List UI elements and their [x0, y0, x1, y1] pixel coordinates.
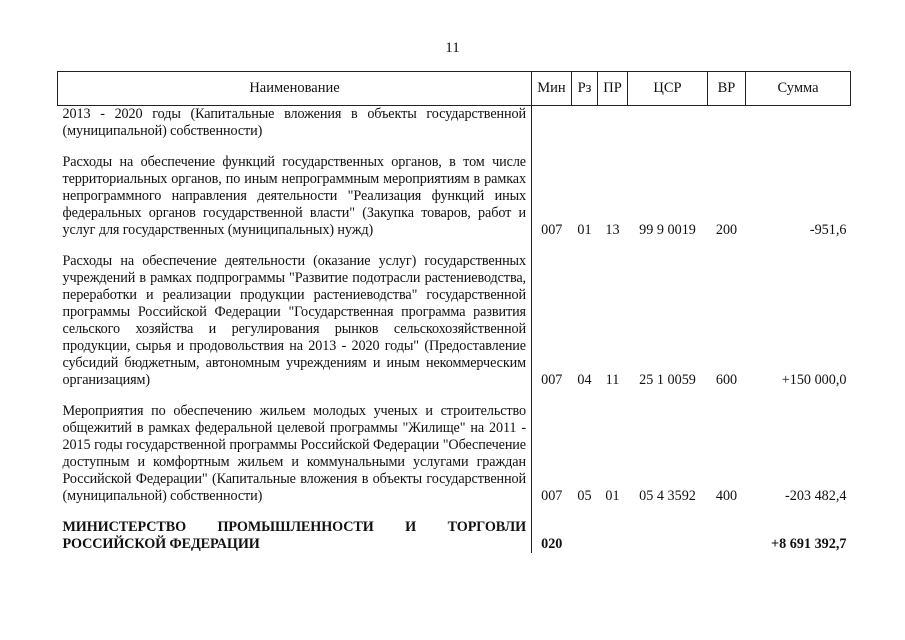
row-pr: 01 [605, 488, 620, 504]
table-row [58, 106, 851, 141]
header-vr: ВР [708, 72, 746, 106]
header-rz: Рз [572, 72, 598, 106]
row-name: 2013 - 2020 годы (Капитальные вложения в объекты государственной (муниципальной) собственности) [62, 106, 526, 139]
row-spacer [58, 389, 851, 403]
row-name: Мероприятия по обеспечению жильем молодых ученых и строительство общежитий в рамках федеральной целевой программы "Жилище" на 2011 - 2015 годы государственной программы Российской Федерации "Обеспечение доступным и комфортным жильем и коммунальными услугами граждан Российской Федерации" (Капитальные вложения в объекты государственной (муниципальной) собственности) [62, 403, 526, 504]
row-vr [708, 106, 746, 141]
row-sum [746, 106, 851, 141]
row-vr: 400 [715, 488, 738, 504]
header-pr: ПР [598, 72, 628, 106]
row-sum: -951,6 [809, 222, 847, 238]
row-csr: 99 9 0019 [639, 222, 696, 238]
row-sum: +8 691 392,7 [771, 536, 847, 552]
row-pr [598, 106, 628, 141]
header-name: Наименование [58, 72, 532, 106]
row-min: 007 [532, 154, 572, 239]
table-row-ministry [58, 519, 851, 553]
row-vr: 600 [715, 372, 738, 388]
row-csr [628, 519, 708, 553]
row-vr [708, 519, 746, 553]
header-sum: Сумма [746, 72, 851, 106]
row-pr: 13 [605, 222, 620, 238]
row-spacer [58, 505, 851, 519]
row-rz: 01 [577, 222, 592, 238]
row-min [532, 106, 572, 141]
row-sum: +150 000,0 [781, 372, 847, 388]
row-csr: 25 1 0059 [639, 372, 696, 388]
row-spacer [58, 239, 851, 253]
row-name: Расходы на обеспечение деятельности (оказание услуг) государственных учреждений в рамках подпрограммы "Развитие подотрасли растениеводства, переработки и реализации продукции растениеводства" государственной программы Российской Федерации "Государственная программа развития сельского хозяйства и регулирования рынков сельскохозяйственной продукции, сырья и продовольствия на 2013 - 2020 годы" (Предоставление субсидий бюджетным, автономным учреждениям и иным некоммерческим организациям) [62, 253, 526, 388]
table-row [58, 154, 851, 239]
row-pr [598, 519, 628, 553]
row-csr [628, 106, 708, 141]
table-row [58, 253, 851, 389]
row-spacer [58, 140, 851, 154]
row-rz [572, 519, 598, 553]
row-rz: 05 [577, 488, 592, 504]
table-row [58, 403, 851, 505]
row-vr: 200 [715, 222, 738, 238]
row-pr: 11 [605, 372, 620, 388]
budget-table [57, 71, 851, 553]
row-name: Расходы на обеспечение функций государственных органов, в том числе территориальных органов, по иным непрограммным мероприятиям в рамках непрограммного направления деятельности "Реализация функций иных федеральных органов государственной власти" (Закупка товаров, работ и услуг для государственных (муниципальных) нужд) [62, 154, 526, 238]
row-min: 020 [532, 519, 572, 553]
header-min: Мин [532, 72, 572, 106]
row-rz [572, 106, 598, 141]
header-csr: ЦСР [628, 72, 708, 106]
row-min: 007 [532, 253, 572, 389]
row-csr: 05 4 3592 [639, 488, 696, 504]
row-name: МИНИСТЕРСТВО ПРОМЫШЛЕННОСТИ И ТОРГОВЛИ РОССИЙСКОЙ ФЕДЕРАЦИИ [62, 519, 526, 552]
header-row [58, 72, 851, 106]
row-min: 007 [532, 403, 572, 505]
page-number: 11 [445, 40, 460, 56]
row-sum: -203 482,4 [785, 488, 847, 504]
row-rz: 04 [577, 372, 592, 388]
